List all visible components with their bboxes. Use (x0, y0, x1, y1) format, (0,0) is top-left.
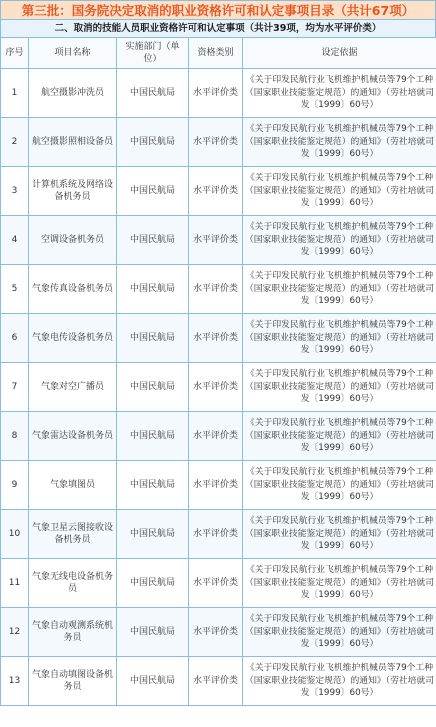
cell-no: 1 (1, 69, 29, 118)
cell-type: 水平评价类 (189, 118, 243, 167)
section-subtitle: 二、取消的技能人员职业资格许可和认定事项（共计39项，均为水平评价类） (0, 20, 436, 37)
cell-type: 水平评价类 (189, 608, 243, 657)
cell-dept: 中国民航局 (117, 314, 189, 363)
cell-dept: 中国民航局 (117, 69, 189, 118)
cell-no: 12 (1, 608, 29, 657)
cell-no: 2 (1, 118, 29, 167)
table-row (1, 510, 436, 559)
cell-type: 水平评价类 (189, 314, 243, 363)
cell-name: 计算机系统及网络设备机务员 (29, 167, 117, 216)
cell-dept: 中国民航局 (117, 167, 189, 216)
col-header-type: 资格类别 (189, 38, 243, 69)
cell-dept: 中国民航局 (117, 510, 189, 559)
cell-name: 气象填图员 (29, 461, 117, 510)
cell-type: 水平评价类 (189, 265, 243, 314)
cell-no: 8 (1, 412, 29, 461)
table-row (1, 559, 436, 608)
cell-type: 水平评价类 (189, 412, 243, 461)
cell-basis: 《关于印发民航行业飞机维护机械员等79个工种（国家职业技能鉴定规范）的通知》（劳社培就司发〔1999〕60号） (243, 363, 436, 412)
cell-dept: 中国民航局 (117, 265, 189, 314)
cell-dept: 中国民航局 (117, 363, 189, 412)
table-row (1, 265, 436, 314)
cell-basis: 《关于印发民航行业飞机维护机械员等79个工种（国家职业技能鉴定规范）的通知》（劳社培就司发〔1999〕60号） (243, 314, 436, 363)
cell-name: 气象卫星云图接收设备机务员 (29, 510, 117, 559)
cell-basis: 《关于印发民航行业飞机维护机械员等79个工种（国家职业技能鉴定规范）的通知》（劳社培就司发〔1999〕60号） (243, 559, 436, 608)
cell-no: 5 (1, 265, 29, 314)
cell-name: 气象对空广播员 (29, 363, 117, 412)
cell-basis: 《关于印发民航行业飞机维护机械员等79个工种（国家职业技能鉴定规范）的通知》（劳社培就司发〔1999〕60号） (243, 167, 436, 216)
col-header-name: 项目名称 (29, 38, 117, 69)
cell-type: 水平评价类 (189, 461, 243, 510)
table-row (1, 69, 436, 118)
cell-no: 7 (1, 363, 29, 412)
cell-no: 3 (1, 167, 29, 216)
table-row (1, 216, 436, 265)
cell-name: 气象自动观测系统机务员 (29, 608, 117, 657)
table-row (1, 461, 436, 510)
cell-dept: 中国民航局 (117, 657, 189, 706)
cell-dept: 中国民航局 (117, 412, 189, 461)
cell-name: 气象传真设备机务员 (29, 265, 117, 314)
cell-basis: 《关于印发民航行业飞机维护机械员等79个工种（国家职业技能鉴定规范）的通知》（劳社培就司发〔1999〕60号） (243, 510, 436, 559)
table-row (1, 363, 436, 412)
cell-dept: 中国民航局 (117, 118, 189, 167)
table-row (1, 412, 436, 461)
cell-basis: 《关于印发民航行业飞机维护机械员等79个工种（国家职业技能鉴定规范）的通知》（劳社培就司发〔1999〕60号） (243, 69, 436, 118)
cell-basis: 《关于印发民航行业飞机维护机械员等79个工种（国家职业技能鉴定规范）的通知》（劳社培就司发〔1999〕60号） (243, 412, 436, 461)
cell-type: 水平评价类 (189, 510, 243, 559)
col-header-basis: 设定依据 (243, 38, 436, 69)
cell-type: 水平评价类 (189, 657, 243, 706)
cell-basis: 《关于印发民航行业飞机维护机械员等79个工种（国家职业技能鉴定规范）的通知》（劳社培就司发〔1999〕60号） (243, 461, 436, 510)
table-header-row (1, 38, 436, 69)
table-row (1, 167, 436, 216)
cell-name: 气象雷达设备机务员 (29, 412, 117, 461)
cell-basis: 《关于印发民航行业飞机维护机械员等79个工种（国家职业技能鉴定规范）的通知》（劳社培就司发〔1999〕60号） (243, 657, 436, 706)
cell-name: 空调设备机务员 (29, 216, 117, 265)
cell-basis: 《关于印发民航行业飞机维护机械员等79个工种（国家职业技能鉴定规范）的通知》（劳社培就司发〔1999〕60号） (243, 265, 436, 314)
cell-name: 气象无线电设备机务员 (29, 559, 117, 608)
cell-basis: 《关于印发民航行业飞机维护机械员等79个工种（国家职业技能鉴定规范）的通知》（劳社培就司发〔1999〕60号） (243, 118, 436, 167)
cell-type: 水平评价类 (189, 559, 243, 608)
table-row (1, 657, 436, 706)
cell-no: 10 (1, 510, 29, 559)
cell-dept: 中国民航局 (117, 608, 189, 657)
table-body (1, 69, 436, 706)
table-row (1, 608, 436, 657)
cell-type: 水平评价类 (189, 363, 243, 412)
cell-no: 13 (1, 657, 29, 706)
cell-no: 6 (1, 314, 29, 363)
cell-type: 水平评价类 (189, 69, 243, 118)
cell-no: 9 (1, 461, 29, 510)
qualification-table (0, 37, 436, 706)
cell-name: 航空摄影冲洗员 (29, 69, 117, 118)
table-row (1, 314, 436, 363)
col-header-dept: 实施部门（单位） (117, 38, 189, 69)
cell-name: 气象电传设备机务员 (29, 314, 117, 363)
cell-type: 水平评价类 (189, 167, 243, 216)
page-title: 第三批：国务院决定取消的职业资格许可和认定事项目录（共计67项） (0, 0, 436, 20)
cell-basis: 《关于印发民航行业飞机维护机械员等79个工种（国家职业技能鉴定规范）的通知》（劳社培就司发〔1999〕60号） (243, 608, 436, 657)
cell-basis: 《关于印发民航行业飞机维护机械员等79个工种（国家职业技能鉴定规范）的通知》（劳社培就司发〔1999〕60号） (243, 216, 436, 265)
table-row (1, 118, 436, 167)
cell-name: 气象自动填图设备机务员 (29, 657, 117, 706)
cell-dept: 中国民航局 (117, 216, 189, 265)
cell-type: 水平评价类 (189, 216, 243, 265)
cell-dept: 中国民航局 (117, 559, 189, 608)
cell-name: 航空摄影照相设备员 (29, 118, 117, 167)
cell-no: 4 (1, 216, 29, 265)
col-header-no: 序号 (1, 38, 29, 69)
cell-dept: 中国民航局 (117, 461, 189, 510)
cell-no: 11 (1, 559, 29, 608)
